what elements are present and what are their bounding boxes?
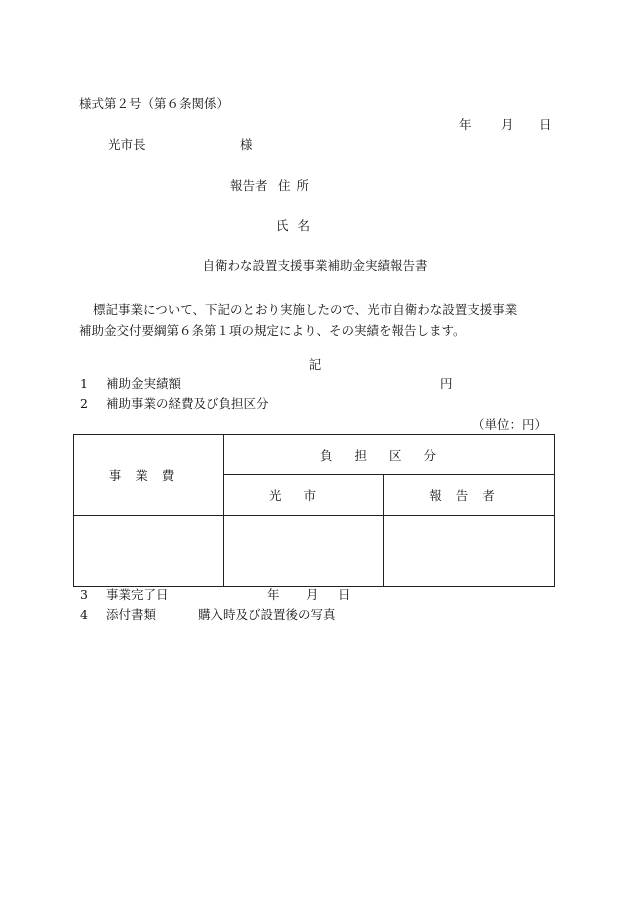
item-4-value: 購入時及び設置後の写真	[198, 607, 336, 622]
item-3-year-label: 年	[267, 587, 280, 602]
body-line-1: 標記事業について、下記のとおり実施したので、光市自衛わな設置支援事業	[93, 302, 518, 317]
item-3-month-label: 月	[306, 587, 319, 602]
addressee-name: 光市長	[108, 137, 146, 152]
cost-burden-table	[73, 434, 555, 587]
item-3-label: 事業完了日	[106, 587, 169, 602]
item-1-label: 補助金実績額	[106, 376, 182, 391]
form-number: 様式第２号（第６条関係）	[79, 96, 230, 111]
item-1-number: 1	[80, 376, 88, 391]
cell-reporter-value[interactable]	[384, 516, 555, 587]
body-paragraph	[79, 299, 555, 341]
header-reporter: 報告者	[384, 475, 555, 516]
unit-note: （単位：円）	[472, 417, 548, 432]
item-2-number: 2	[80, 396, 88, 411]
item-2-label: 補助事業の経費及び負担区分	[106, 396, 269, 411]
addressee-honorific: 様	[240, 137, 253, 152]
body-line-2: 補助金交付要綱第６条第１項の規定により、その実績を報告します。	[79, 323, 466, 338]
date-month-label: 月	[501, 117, 514, 132]
item-1-unit: 円	[440, 376, 453, 391]
document-title: 自衛わな設置支援事業補助金実績報告書	[202, 258, 428, 273]
header-cost: 事業費	[74, 435, 224, 516]
header-city: 光市	[224, 475, 384, 516]
cell-cost-value[interactable]	[74, 516, 224, 587]
header-burden: 負担区分	[224, 435, 555, 475]
item-4-label: 添付書類	[106, 607, 157, 622]
item-4-number: 4	[80, 607, 88, 622]
ki-heading: 記	[308, 357, 322, 372]
name-label: 氏名	[276, 218, 320, 233]
cell-city-value[interactable]	[224, 516, 384, 587]
address-label: 住所	[278, 178, 316, 193]
reporter-label: 報告者	[230, 178, 268, 193]
item-3-number: 3	[80, 587, 88, 602]
date-day-label: 日	[539, 117, 552, 132]
date-year-label: 年	[459, 117, 472, 132]
item-3-day-label: 日	[338, 587, 351, 602]
